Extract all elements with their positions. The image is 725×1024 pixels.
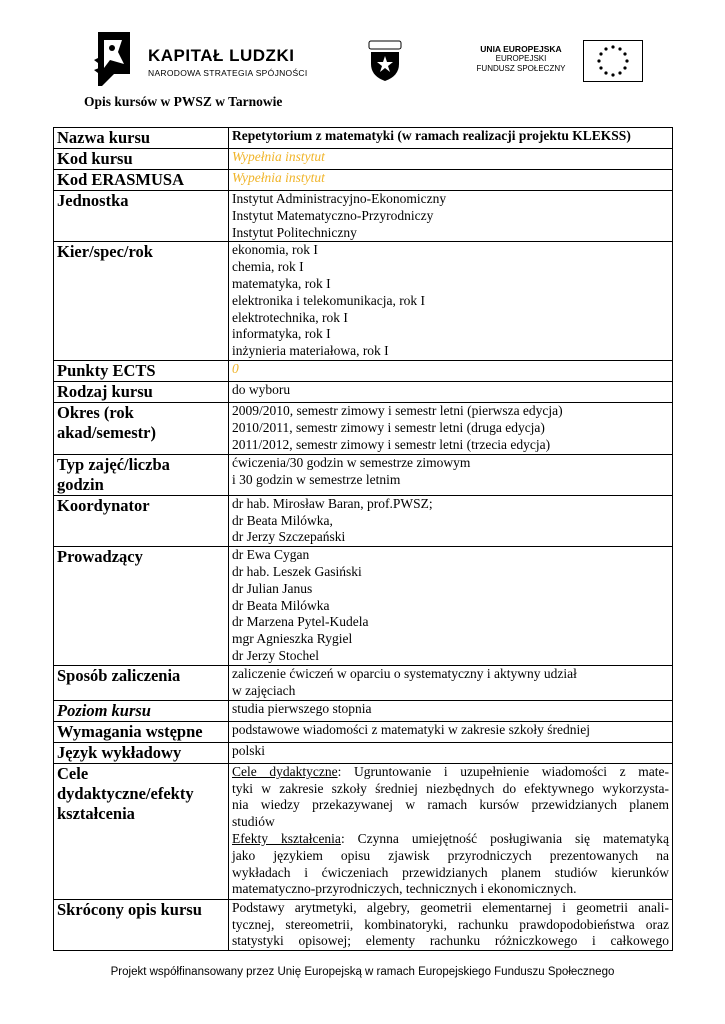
- list-item: elektrotechnika, rok I: [232, 309, 348, 325]
- label-kier-spec-rok: Kier/spec/rok: [54, 242, 229, 361]
- paragraph-line: tycznej, stereometrii, kombinatoryki, rachunku prawdopodobieństwa oraz: [232, 916, 669, 932]
- row-prowadzacy: [54, 547, 673, 666]
- eu-line-3: FUNDUSZ SPOŁECZNY: [476, 64, 566, 73]
- kapital-ludzki-title: KAPITAŁ LUDZKI: [148, 46, 295, 65]
- list-item: informatyka, rok I: [232, 326, 331, 342]
- value-jednostka: [229, 191, 673, 242]
- value-okres: [229, 403, 673, 454]
- page-footer: Projekt współfinansowany przez Unię Europejską w ramach Europejskiego Funduszu Społecznego: [110, 966, 615, 978]
- row-jezyk: [54, 742, 673, 763]
- list-item: elektronika i telekomunikacja, rok I: [232, 292, 426, 308]
- eu-fund-label: [470, 44, 572, 74]
- text-span: : Czynna umiejętność posługiwania się matematyką: [340, 830, 669, 846]
- row-poziom: [54, 700, 673, 721]
- row-jednostka: [54, 191, 673, 242]
- label-prowadzacy: Prowadzący: [54, 547, 229, 666]
- list-item: dr Ewa Cygan: [232, 547, 310, 563]
- list-item: i 30 godzin w semestrze letnim: [232, 471, 401, 487]
- value-sposob-zaliczenia: [229, 666, 673, 701]
- list-item: chemia, rok I: [232, 259, 304, 275]
- list-item: 2009/2010, semestr zimowy i semestr letni (pierwsza edycja): [232, 403, 563, 419]
- row-nazwa: [54, 128, 673, 149]
- paragraph-line: jako językiem opisu zjawisk przyrodniczych prezentowanych na: [232, 847, 669, 863]
- list-item: 2010/2011, semestr zimowy i semestr letni (druga edycja): [232, 420, 545, 436]
- paragraph-line: nia wiedzy przekazywanej w ramach kursów przewidzianych planem: [232, 797, 669, 813]
- label-line: Cele: [57, 763, 89, 783]
- label-poziom-kursu: Poziom kursu: [54, 700, 229, 721]
- value-koordynator: [229, 495, 673, 546]
- list-item: dr hab. Mirosław Baran, prof.PWSZ;: [232, 495, 433, 511]
- kapital-ludzki-mark-icon: [92, 30, 136, 88]
- row-erasmus: [54, 170, 673, 191]
- paragraph-line: matematyczno-przyrodniczych, technicznych i ekonomicznych.: [232, 881, 577, 897]
- value-poziom-kursu: studia pierwszego stopnia: [229, 700, 673, 721]
- label-punkty-ects: Punkty ECTS: [54, 361, 229, 382]
- label-sposob-zaliczenia: Sposób zaliczenia: [54, 666, 229, 701]
- list-item: Instytut Politechniczny: [232, 224, 357, 240]
- label-kod-erasmusa: Kod ERASMUSA: [54, 170, 229, 191]
- collegium-tarnoviense-crest-icon: [367, 40, 403, 82]
- paragraph-line: [232, 764, 669, 781]
- eu-flag-icon: [583, 40, 643, 82]
- value-typ-zajec: [229, 454, 673, 495]
- list-item: w zajęciach: [232, 682, 296, 698]
- value-wymagania-wstepne: podstawowe wiadomości z matematyki w zakresie szkoły średniej: [229, 721, 673, 742]
- kapital-ludzki-subtitle: NARODOWA STRATEGIA SPÓJNOŚCI: [148, 68, 308, 78]
- text-span: : Ugruntowanie i uzupełnienie wiadomości z mate-: [337, 763, 669, 779]
- value-prowadzacy: [229, 547, 673, 666]
- label-koordynator: Koordynator: [54, 495, 229, 546]
- value-kier-spec-rok: [229, 242, 673, 361]
- row-rodzaj: [54, 382, 673, 403]
- row-opis: [54, 899, 673, 950]
- label-line: akad/semestr): [57, 423, 156, 443]
- list-item: Instytut Matematyczno-Przyrodniczy: [232, 207, 434, 223]
- label-wymagania-wstepne: Wymagania wstępne: [54, 721, 229, 742]
- list-item: dr hab. Leszek Gasiński: [232, 563, 362, 579]
- value-punkty-ects: 0: [229, 361, 673, 382]
- label-skrocony-opis: Skrócony opis kursu: [54, 899, 229, 950]
- label-line: dydaktyczne/efekty: [57, 783, 194, 803]
- eu-line-2: EUROPEJSKI: [495, 54, 547, 63]
- row-cele: [54, 763, 673, 899]
- row-kod: [54, 149, 673, 170]
- list-item: inżynieria materiałowa, rok I: [232, 343, 389, 359]
- list-item: Instytut Administracyjno-Ekonomiczny: [232, 191, 447, 206]
- paragraph-line: studiów: [232, 814, 275, 830]
- efekty-heading: Efekty kształcenia: [232, 830, 341, 846]
- value-nazwa-kursu: Repetytorium z matematyki (w ramach realizacji projektu KLEKSS): [229, 128, 673, 149]
- value-cele: [229, 763, 673, 899]
- row-ects: [54, 361, 673, 382]
- list-item: dr Julian Janus: [232, 580, 313, 596]
- list-item: dr Beata Milówka: [232, 597, 330, 613]
- value-jezyk-wykladowy: polski: [229, 742, 673, 763]
- list-item: dr Beata Milówka,: [232, 512, 333, 528]
- row-okres: [54, 403, 673, 454]
- label-nazwa-kursu: Nazwa kursu: [54, 128, 229, 149]
- label-line: Typ zajęć/liczba: [57, 454, 170, 474]
- list-item: ćwiczenia/30 godzin w semestrze zimowym: [232, 454, 471, 470]
- eu-line-1: UNIA EUROPEJSKA: [480, 44, 562, 54]
- paragraph-line: [232, 831, 669, 848]
- row-wymagania: [54, 721, 673, 742]
- value-kod-kursu: Wypełnia instytut: [229, 149, 673, 170]
- label-cele: [54, 763, 229, 899]
- label-rodzaj-kursu: Rodzaj kursu: [54, 382, 229, 403]
- list-item: mgr Agnieszka Rygiel: [232, 631, 353, 647]
- label-okres: [54, 403, 229, 454]
- value-kod-erasmusa: Wypełnia instytut: [229, 170, 673, 191]
- list-item: dr Jerzy Szczepański: [232, 529, 346, 545]
- paragraph-line: wykładach i ćwiczeniach przewidzianych planem studiów kierunków: [232, 864, 669, 880]
- label-jezyk-wykladowy: Język wykładowy: [54, 742, 229, 763]
- label-jednostka: Jednostka: [54, 191, 229, 242]
- row-koordynator: [54, 495, 673, 546]
- course-description-table: [53, 127, 673, 951]
- row-sposob-zaliczenia: [54, 666, 673, 701]
- label-line: godzin: [57, 474, 104, 494]
- label-line: Okres (rok: [57, 403, 134, 423]
- list-item: dr Jerzy Stochel: [232, 647, 319, 663]
- cele-heading: Cele dydaktyczne: [232, 763, 338, 779]
- label-typ-zajec: [54, 454, 229, 495]
- paragraph-line: tyki w zakresie szkoły średniej niezbędnych do efektywnego wykorzysta-: [232, 780, 669, 796]
- paragraph-line: Podstawy arytmetyki, algebry, geometrii elementarnej i geometrii anali-: [232, 899, 669, 915]
- document-title: Opis kursów w PWSZ w Tarnowie: [84, 94, 283, 109]
- list-item: 2011/2012, semestr zimowy i semestr letni (trzecia edycja): [232, 436, 551, 452]
- value-rodzaj-kursu: do wyboru: [229, 382, 673, 403]
- list-item: ekonomia, rok I: [232, 242, 318, 258]
- paragraph-line: statystyki opisowej; elementy rachunku różniczkowego i całkowego: [232, 933, 669, 949]
- list-item: matematyka, rok I: [232, 275, 331, 291]
- page-header: [0, 0, 725, 120]
- kapital-ludzki-logo: [92, 30, 308, 90]
- label-kod-kursu: Kod kursu: [54, 149, 229, 170]
- label-line: kształcenia: [57, 803, 135, 823]
- row-kier-spec-rok: [54, 242, 673, 361]
- value-skrocony-opis: [229, 899, 673, 950]
- list-item: zaliczenie ćwiczeń w oparciu o systematyczny i aktywny udział: [232, 666, 577, 682]
- row-typ-zajec: [54, 454, 673, 495]
- list-item: dr Marzena Pytel-Kudela: [232, 614, 369, 630]
